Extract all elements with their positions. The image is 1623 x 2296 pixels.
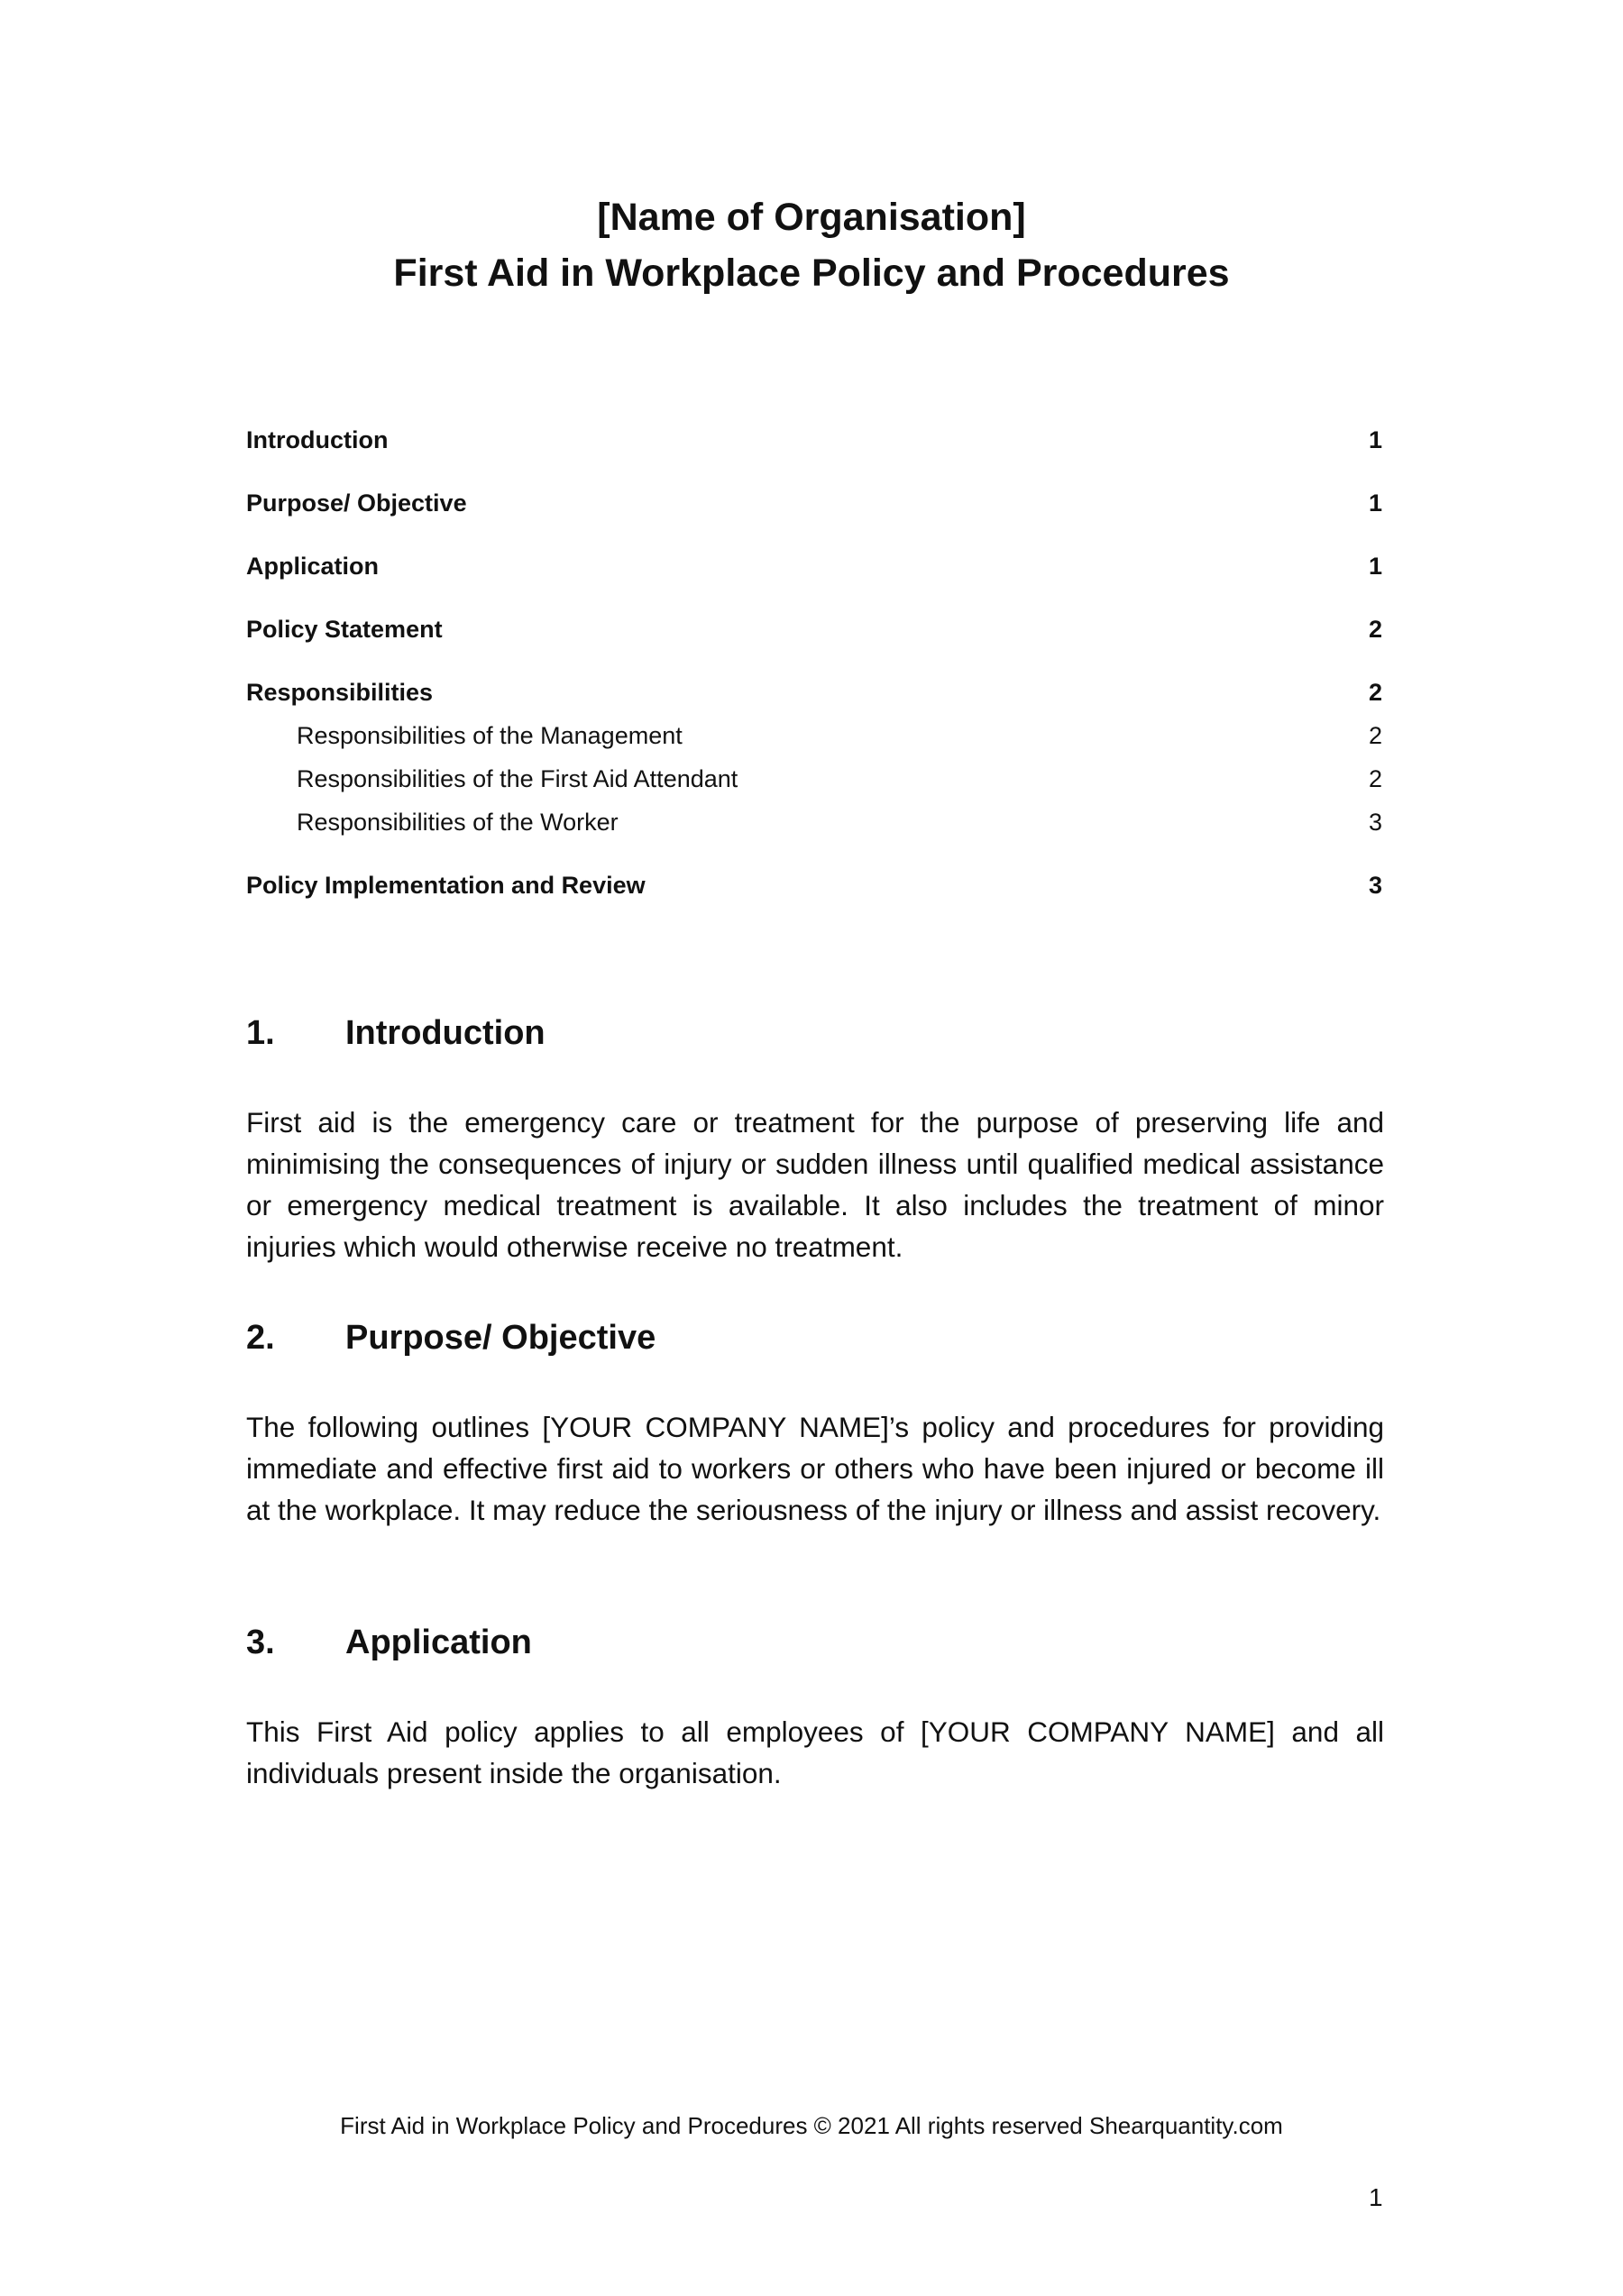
toc-entry-policy-implementation[interactable] — [246, 869, 1384, 901]
toc-entry-responsibilities-worker[interactable] — [246, 806, 1384, 838]
section-heading — [246, 1621, 1384, 1664]
section-paragraph: The following outlines [YOUR COMPANY NAME]’s policy and procedures for providing immediate and effective first aid to workers or others who have been injured or become ill at the workplace. It may reduce the seriousness of the injury or illness and assist recovery. — [246, 1411, 1384, 1526]
document-title — [0, 189, 1623, 301]
toc-entry-label: Application — [246, 552, 379, 580]
toc-entry-label: Responsibilities of the First Aid Attendant — [297, 764, 738, 792]
toc-entry-page: 3 — [1368, 808, 1382, 836]
section-purpose — [246, 1316, 1384, 1531]
section-title: Purpose/ Objective — [345, 1319, 656, 1357]
toc-entry-policy-statement[interactable] — [246, 613, 1384, 645]
toc-entry-label: Responsibilities — [246, 678, 434, 706]
toc-entry-label: Policy Statement — [246, 615, 443, 643]
toc-entry-label: Policy Implementation and Review — [246, 871, 646, 899]
toc-entry-introduction[interactable] — [246, 424, 1384, 456]
toc-entry-page: 2 — [1368, 764, 1382, 792]
toc-entry-responsibilities-first-aid-attendant[interactable] — [246, 763, 1384, 795]
section-number: 2. — [246, 1319, 275, 1357]
toc-entry-page: 2 — [1368, 678, 1382, 706]
section-number: 1. — [246, 1014, 275, 1052]
policy-title: First Aid in Workplace Policy and Procedures — [393, 252, 1230, 295]
toc-entry-label: Introduction — [246, 425, 389, 453]
toc-entry-application[interactable] — [246, 550, 1384, 582]
toc-entry-page: 1 — [1368, 489, 1382, 517]
toc-entry-responsibilities-management[interactable] — [246, 719, 1384, 752]
toc-entry-page: 3 — [1368, 871, 1382, 899]
section-title: Introduction — [345, 1014, 546, 1052]
toc-entry-label: Purpose/ Objective — [246, 489, 467, 517]
section-heading — [246, 1316, 1384, 1359]
toc-entry-responsibilities[interactable] — [246, 676, 1384, 709]
section-paragraph: First aid is the emergency care or treatment for the purpose of preserving life and minimising the consequences of injury or sudden illness until qualified medical assistance or emergency medical treatment is available. It also includes the treatment of minor injuries which would otherwise receive no treatment. — [246, 1106, 1384, 1263]
toc-entry-page: 2 — [1368, 721, 1382, 749]
toc-entry-page: 1 — [1368, 425, 1382, 453]
section-paragraph: This First Aid policy applies to all employees of [YOUR COMPANY NAME] and all individuals present inside the organisation. — [246, 1715, 1384, 1789]
section-number: 3. — [246, 1624, 275, 1661]
toc-entry-label: Responsibilities of the Management — [297, 721, 683, 749]
footer-copyright: First Aid in Workplace Policy and Procedures © 2021 All rights reserved Shearquantity.com — [340, 2112, 1283, 2139]
toc-entry-purpose[interactable] — [246, 487, 1384, 519]
section-title: Application — [345, 1624, 532, 1661]
table-of-contents — [246, 424, 1384, 901]
toc-entry-page: 2 — [1368, 615, 1382, 643]
toc-entry-label: Responsibilities of the Worker — [297, 808, 619, 836]
section-application — [246, 1621, 1384, 1794]
organisation-name: [Name of Organisation] — [597, 196, 1026, 239]
section-heading — [246, 1011, 1384, 1055]
page-number: 1 — [1369, 2183, 1383, 2211]
section-introduction — [246, 1011, 1384, 1267]
toc-entry-page: 1 — [1368, 552, 1382, 580]
